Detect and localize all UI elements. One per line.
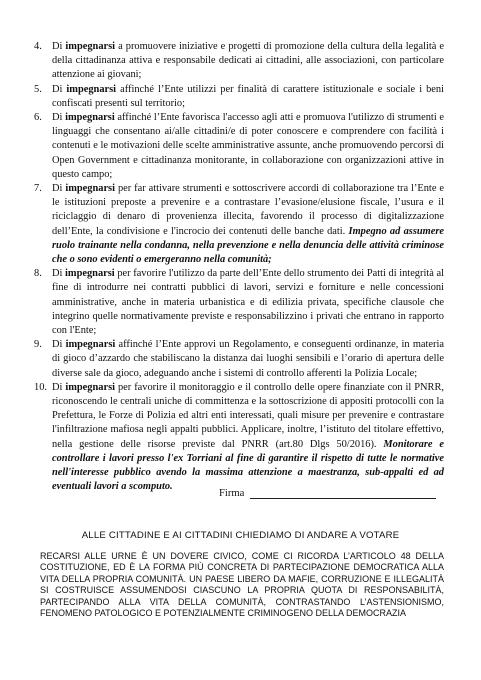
commitments-list (34, 40, 444, 495)
item-text: Di impegnarsi a promuovere iniziative e progetti di promozione della cultura della legalità e della cittadinanza attiva e responsabile dedicati ai cittadini, alle associazioni, con particolare attenzione ai giovani; (52, 41, 444, 81)
item-keyword: impegnarsi (65, 112, 115, 124)
list-item (34, 338, 444, 381)
item-number: 10. (34, 381, 47, 393)
list-item (34, 267, 444, 338)
item-keyword: impegnarsi (66, 83, 117, 95)
item-text: Di impegnarsi affinché l’Ente favorisca l'accesso agli atti e promuova l'utilizzo di strumenti e linguaggi che consentano ai/alle cittadini/e di poter conoscere e comprendere con facilità i contenuti e le motivazioni delle scelte amministrative assunte, anche promuovendo percorsi di Open Government e cittadinanza monitorante, in collaborazione con organizzazioni attive in questo campo; (52, 112, 444, 180)
item-keyword: impegnarsi (65, 381, 116, 393)
list-item (34, 111, 444, 182)
item-number: 8. (34, 268, 42, 280)
item-emphasis: Monitorare e controllare i lavori presso l'ex Torriani al fine di garantire il rispetto di tutte le normative nell'interesse pubblico avendo la massima attenzione a maestranza, sub-appalti ed ad eventuali lavori a scomputo. (52, 438, 444, 493)
item-number: 4. (34, 41, 42, 52)
list-item (34, 381, 444, 495)
item-number: 9. (34, 339, 42, 351)
item-text: Di impegnarsi affinché l’Ente approvi un Regolamento, e conseguenti ordinanze, in materia di gioco d’azzardo che stabiliscano la distanza dai luoghi sensibili e l’orario di apertura delle diverse sale da gioco, adeguando anche i sistemi di controllo afferenti la Polizia Locale; (52, 339, 444, 379)
item-keyword: impegnarsi (65, 339, 116, 351)
list-item (34, 40, 444, 83)
item-number: 7. (34, 183, 42, 195)
vote-appeal-heading: ALLE CITTADINE E AI CITTADINI CHIEDIAMO DI ANDARE A VOTARE (81, 530, 400, 541)
item-text: Di impegnarsi per far attivare strumenti e sottoscrivere accordi di collaborazione tra l’Ente e le istituzioni preposte a prevenire e a contrastare l’evasione/elusione fiscale, l’usura e il riciclaggio di denaro di provenienza illecita, favorendo il processo di digitalizzazione dell’Ente, la condivisione e l'incrocio dei contenuti delle banche dati. Impegno ad assumere ruolo trainante nella condanna, nella prevenzione e nella denuncia delle attività criminose che o sono evidenti o emergeranno nella comunità; (52, 183, 444, 266)
signature-line (219, 487, 436, 499)
item-emphasis: Impegno ad assumere ruolo trainante nella condanna, nella prevenzione e nella denuncia delle attività criminose che o sono evidenti o emergeranno nella comunità; (52, 225, 444, 266)
item-number: 6. (34, 112, 42, 124)
item-number: 5. (34, 83, 42, 95)
signature-blank (250, 487, 436, 499)
item-keyword: impegnarsi (65, 268, 115, 280)
list-item (34, 83, 444, 111)
closing-paragraph: RECARSI ALLE URNE È UN DOVERE CIVICO, COME CI RICORDA L’ARTICOLO 48 DELLA COSTITUZIONE, ED È LA FORMA PIÙ CONCRETA DI PARTECIPAZIONE DEMOCRATICA ALLA VITA DELLA PROPRIA COMUNITÀ. UN PAESE LIBERO DA MAFIE, CORRUZIONE E ILLEGALITÀ SI COSTRUISCE ASSUMENDOSI CIASCUNO LA PROPRIA QUOTA DI RESPONSABILITÀ, PARTECIPANDO ALLA VITA DELLA COMUNITÀ, CONTRASTANDO L’ASTENSIONISMO, FENOMENO PATOLOGICO E POTENZIALMENTE CRIMINOGENO DELLA DEMOCRAZIA (40, 551, 444, 619)
list-item (34, 182, 444, 267)
item-keyword: impegnarsi (65, 41, 116, 52)
item-text: Di impegnarsi affinché l’Ente utilizzi per finalità di carattere istituzionale e sociale i beni confiscati presenti sul territorio; (52, 83, 444, 109)
item-keyword: impegnarsi (65, 183, 115, 195)
item-text: Di impegnarsi per favorire il monitoraggio e il controllo delle opere finanziate con il PNRR, riconoscendo le centrali uniche di committenza e la sottoscrizione di appositi protocolli con la Prefettura, le Forze di Polizia ed altri enti interessati, quali misure per prevenire e contrastare l'infiltrazione mafiosa negli appalti pubblici. Applicare, inoltre, l’istituto del titolare effettivo, nella gestione delle risorse previste dal PNRR (art.80 Dlgs 50/2016). Monitorare e controllare i lavori presso l'ex Torriani al fine di garantire il rispetto di tutte le normative nell'interesse pubblico avendo la massima attenzione a maestranza, sub-appalti ed ad eventuali lavori a scomputo. (52, 381, 444, 493)
signature-label: Firma (219, 488, 245, 499)
item-text: Di impegnarsi per favorire l'utilizzo da parte dell’Ente dello strumento dei Patti di integrità al fine di introdurre nei contratti pubblici di lavori, servizi e forniture e nelle concessioni amministrative, anche in materia urbanistica e di edilizia privata, specifiche clausole che integrino quelle normativamente previste e responsabilizzino i privati che entrano in rapporto con l'Ente; (52, 268, 444, 337)
